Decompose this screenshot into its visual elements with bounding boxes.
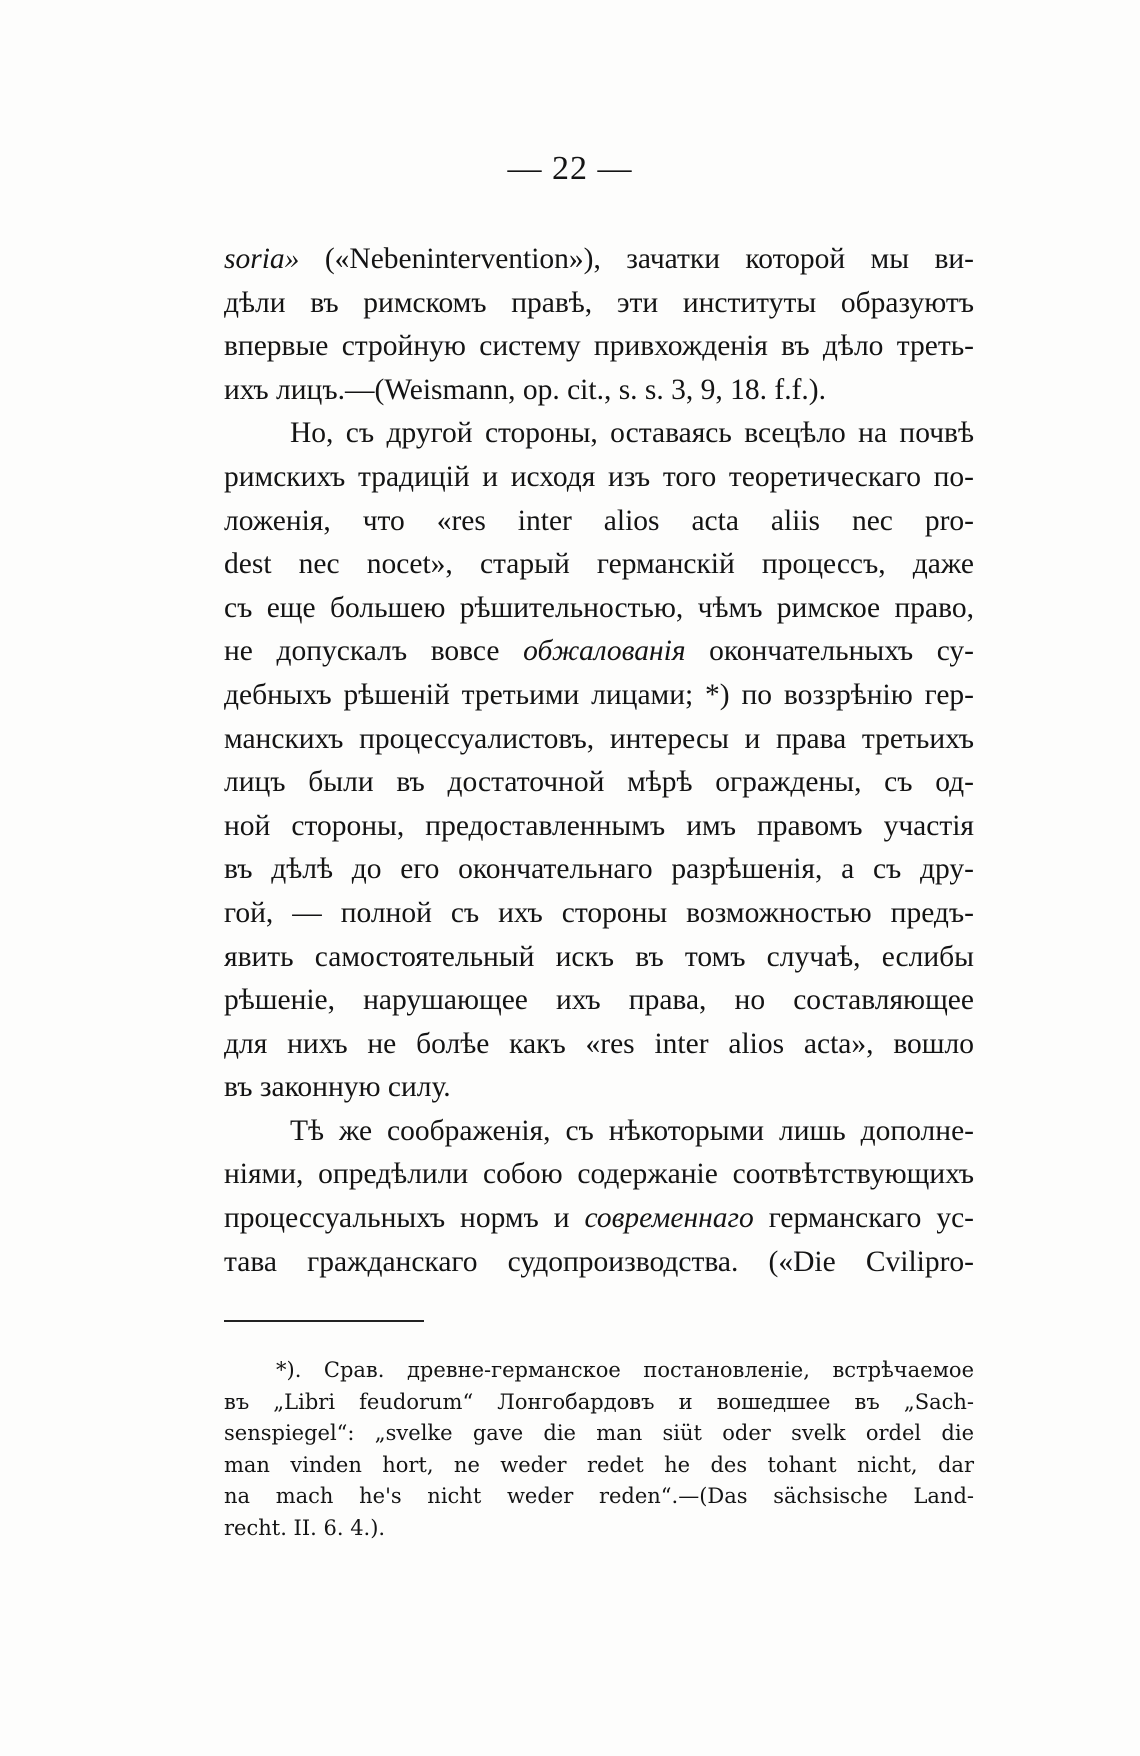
- footnote-line: въ „Libri feudorum“ Лонгобардовъ и вошедшее въ „Sach-: [224, 1389, 974, 1414]
- body-line: [224, 238, 974, 282]
- footnote-line: senspiegel“: „svelke gave die man siüt oder svelk ordel die: [224, 1421, 974, 1445]
- footnote-line: man vinden hort, ne weder redet he des tohant nicht, dar: [224, 1452, 974, 1477]
- body-line: для нихъ не болѣе какъ «res inter alios acta», вошло: [224, 1027, 974, 1060]
- italic-word: обжалованія: [523, 635, 686, 668]
- body-line: лицъ были въ достаточной мѣрѣ ограждены, съ од-: [224, 766, 974, 799]
- line-text: («Nebenintervention»), зачатки которой мы ви-: [299, 243, 974, 275]
- body-line: [224, 630, 974, 674]
- body-line: ніями, опредѣлили собою содержаніе соотвѣтствующихъ: [224, 1158, 974, 1191]
- footnote-line: na mach he's nicht weder reden“.—(Das sächsische Land-: [224, 1484, 974, 1508]
- line-text: германскаго ус-: [753, 1202, 974, 1235]
- body-line: въ законную силу.: [224, 1071, 451, 1104]
- body-line: дебныхъ рѣшеній третьими лицами; *) по воззрѣнію гер-: [224, 678, 974, 711]
- page-number: — 22 —: [507, 150, 633, 187]
- line-text: окончательныхъ су-: [685, 635, 975, 668]
- body-line: тава гражданскаго судопроизводства. («Die Cvilipro-: [224, 1245, 974, 1278]
- footnote-line: *). Срав. древне-германское постановленіе, встрѣчаемое: [276, 1358, 974, 1382]
- body-line: гой, — полной съ ихъ стороны возможностью предъ-: [224, 896, 974, 929]
- body-line: ной стороны, предоставленнымъ имъ правомъ участія: [224, 809, 974, 842]
- body-line: Тѣ же соображенія, съ нѣкоторыми лишь дополне-: [290, 1114, 974, 1147]
- footnote-divider: [224, 1320, 424, 1322]
- body-line: рѣшеніе, нарушающее ихъ права, но составляющее: [224, 984, 974, 1017]
- body-line: дѣли въ римскомъ правѣ, эти институты образуютъ: [224, 286, 974, 319]
- line-text: процессуальныхъ нормъ и: [224, 1202, 585, 1235]
- body-text: [224, 238, 974, 1284]
- footnote-line: recht. II. 6. 4.).: [224, 1515, 386, 1540]
- body-line: dest nec nocet», старый германскій процессъ, даже: [224, 548, 974, 581]
- body-line: [224, 1197, 974, 1241]
- body-line: римскихъ традицій и исходя изъ того теоретическаго по-: [224, 460, 974, 493]
- body-line: въ дѣлѣ до его окончательнаго разрѣшенія, а съ дру-: [224, 853, 974, 886]
- body-line: Но, съ другой стороны, оставаясь всецѣло на почвѣ: [290, 417, 974, 450]
- line-text: не допускалъ вовсе: [224, 635, 524, 668]
- italic-word: современнаго: [584, 1202, 754, 1235]
- body-line: явить самостоятельный искъ въ томъ случаѣ, еслибы: [224, 940, 974, 973]
- body-line: съ еще большею рѣшительностью, чѣмъ римское право,: [224, 591, 974, 624]
- body-line: манскихъ процессуалистовъ, интересы и права третьихъ: [224, 722, 974, 755]
- body-line: впервые стройную систему привхожденія въ дѣло треть-: [224, 330, 974, 363]
- body-line: ихъ лицъ.—(Weismann, op. cit., s. s. 3, 9, 18. f.f.).: [224, 373, 826, 406]
- footnote: [224, 1355, 974, 1544]
- italic-word: soria»: [224, 243, 300, 275]
- body-line: ложенія, что «res inter alios acta aliis nec pro-: [224, 504, 974, 537]
